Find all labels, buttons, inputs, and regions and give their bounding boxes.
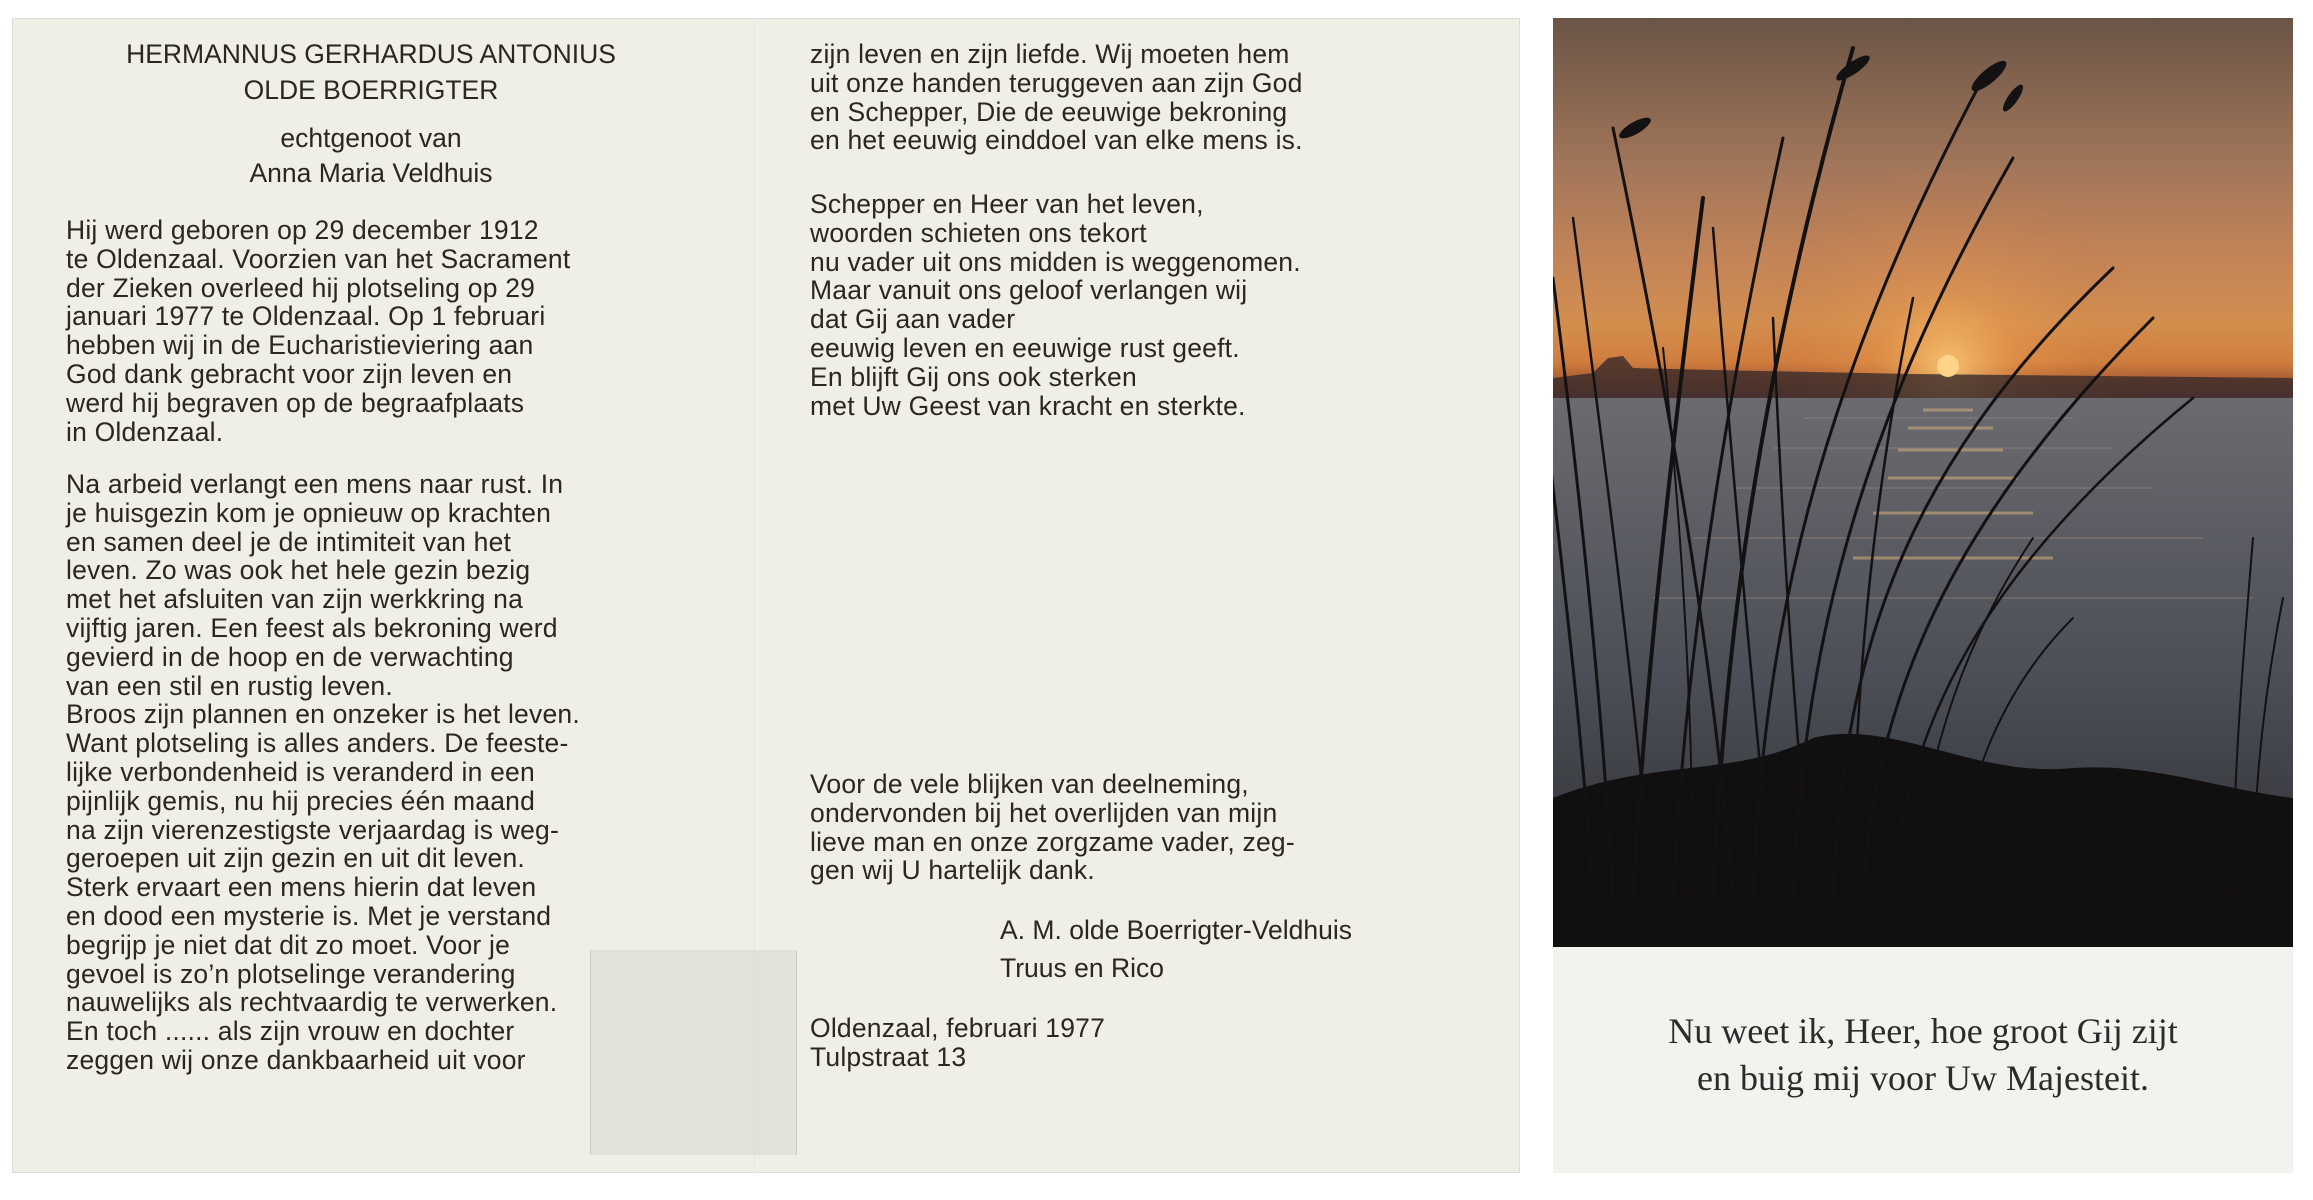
- spouse-block: [66, 124, 676, 188]
- bio-line: God dank gebracht voor zijn leven en: [66, 358, 513, 389]
- reflection-paragraph: [66, 470, 676, 1075]
- place-date: Oldenzaal, februari 1977: [810, 1013, 1106, 1043]
- prayer-line: eeuwig leven en eeuwige rust geeft.: [810, 332, 1240, 363]
- reflection-line: met het afsluiten van zijn werkkring na: [66, 584, 524, 615]
- deceased-name: [66, 40, 676, 105]
- reflection-line: na zijn vierenzestigste verjaardag is weg-: [66, 814, 559, 845]
- prayer-line: dat Gij aan vader: [810, 304, 1016, 335]
- spouse-intro: echtgenoot van: [280, 123, 462, 153]
- photo-caption: [1553, 1008, 2293, 1102]
- bio-line: werd hij begraven op de begraafplaats: [66, 387, 525, 418]
- reflection-line: nauwelijks als rechtvaardig te verwerken.: [66, 987, 558, 1018]
- bio-line: Hij werd geboren op 29 december 1912: [66, 215, 539, 245]
- reflection-line: Broos zijn plannen en onzeker is het leven.: [66, 699, 580, 730]
- continuation-paragraph: [810, 40, 1420, 155]
- sunset-reed-photo: [1553, 18, 2293, 947]
- spouse-name: Anna Maria Veldhuis: [249, 157, 493, 188]
- reflection-line: Want plotseling is alles anders. De feeste-: [66, 728, 569, 759]
- photo-artwork: [1553, 18, 2293, 947]
- prayer-line: met Uw Geest van kracht en sterkte.: [810, 390, 1246, 421]
- reflection-line: En toch ...... als zijn vrouw en dochter: [66, 1016, 515, 1047]
- prayer-line: woorden schieten ons tekort: [810, 217, 1147, 248]
- prayer-line: nu vader uit ons midden is weggenomen.: [810, 246, 1301, 277]
- reflection-line: gevoel is zo’n plotselinge verandering: [66, 958, 516, 989]
- reflection-line: vijftig jaren. Een feest als bekroning werd: [66, 612, 558, 643]
- continuation-line: en het eeuwig einddoel van elke mens is.: [810, 125, 1303, 156]
- reflection-line: pijnlijk gemis, nu hij precies één maand: [66, 785, 536, 816]
- caption-line-1: Nu weet ik, Heer, hoe groot Gij zijt: [1668, 1011, 2178, 1051]
- street-address: Tulpstraat 13: [810, 1042, 967, 1072]
- reflection-line: je huisgezin kom je opnieuw op krachten: [66, 497, 552, 528]
- thanks-line: Voor de vele blijken van deelneming,: [810, 769, 1249, 799]
- prayer-line: Maar vanuit ons geloof verlangen wij: [810, 275, 1248, 306]
- caption-line-2: en buig mij voor Uw Majesteit.: [1697, 1058, 2149, 1098]
- reflection-line: gevierd in de hoop en de verwachting: [66, 641, 514, 672]
- bio-line: in Oldenzaal.: [66, 416, 224, 447]
- thanks-paragraph: [810, 770, 1420, 885]
- reflection-line: leven. Zo was ook het hele gezin bezig: [66, 555, 531, 586]
- signature-2: Truus en Rico: [1000, 953, 1164, 983]
- adhesive-tape: [590, 950, 797, 1155]
- bio-line: januari 1977 te Oldenzaal. Op 1 februari: [66, 301, 546, 332]
- signature-1: A. M. olde Boerrigter-Veldhuis: [1000, 915, 1353, 945]
- name-line-2: OLDE BOERRIGTER: [243, 74, 499, 105]
- thanks-line: gen wij U hartelijk dank.: [810, 855, 1095, 886]
- bio-line: te Oldenzaal. Voorzien van het Sacrament: [66, 243, 571, 274]
- reflection-line: lijke verbondenheid is veranderd in een: [66, 756, 535, 787]
- thanks-line: lieve man en onze zorgzame vader, zeg-: [810, 826, 1295, 857]
- prayer-line: En blijft Gij ons ook sterken: [810, 361, 1137, 392]
- prayer-line: Schepper en Heer van het leven,: [810, 189, 1204, 219]
- bio-line: hebben wij in de Eucharistieviering aan: [66, 330, 534, 361]
- biography-paragraph: [66, 216, 676, 446]
- reflection-line: Sterk ervaart een mens hierin dat leven: [66, 872, 537, 903]
- photo-card: [1553, 18, 2293, 1173]
- continuation-line: en Schepper, Die de eeuwige bekroning: [810, 96, 1288, 127]
- reflection-line: zeggen wij onze dankbaarheid uit voor: [66, 1044, 526, 1075]
- reflection-line: Na arbeid verlangt een mens naar rust. In: [66, 469, 564, 499]
- name-line-1: HERMANNUS GERHARDUS ANTONIUS: [126, 39, 616, 69]
- reflection-line: en dood een mysterie is. Met je verstand: [66, 900, 552, 931]
- continuation-line: zijn leven en zijn liefde. Wij moeten hem: [810, 39, 1290, 69]
- reflection-line: van een stil en rustig leven.: [66, 670, 393, 701]
- bio-line: der Zieken overleed hij plotseling op 29: [66, 272, 536, 303]
- thanks-line: ondervonden bij het overlijden van mijn: [810, 797, 1278, 828]
- reflection-line: geroepen uit zijn gezin en uit dit leven.: [66, 843, 525, 874]
- continuation-line: uit onze handen teruggeven aan zijn God: [810, 67, 1303, 98]
- reflection-line: en samen deel je de intimiteit van het: [66, 526, 512, 557]
- reflection-line: begrijp je niet dat dit zo moet. Voor je: [66, 929, 511, 960]
- prayer: [810, 190, 1450, 420]
